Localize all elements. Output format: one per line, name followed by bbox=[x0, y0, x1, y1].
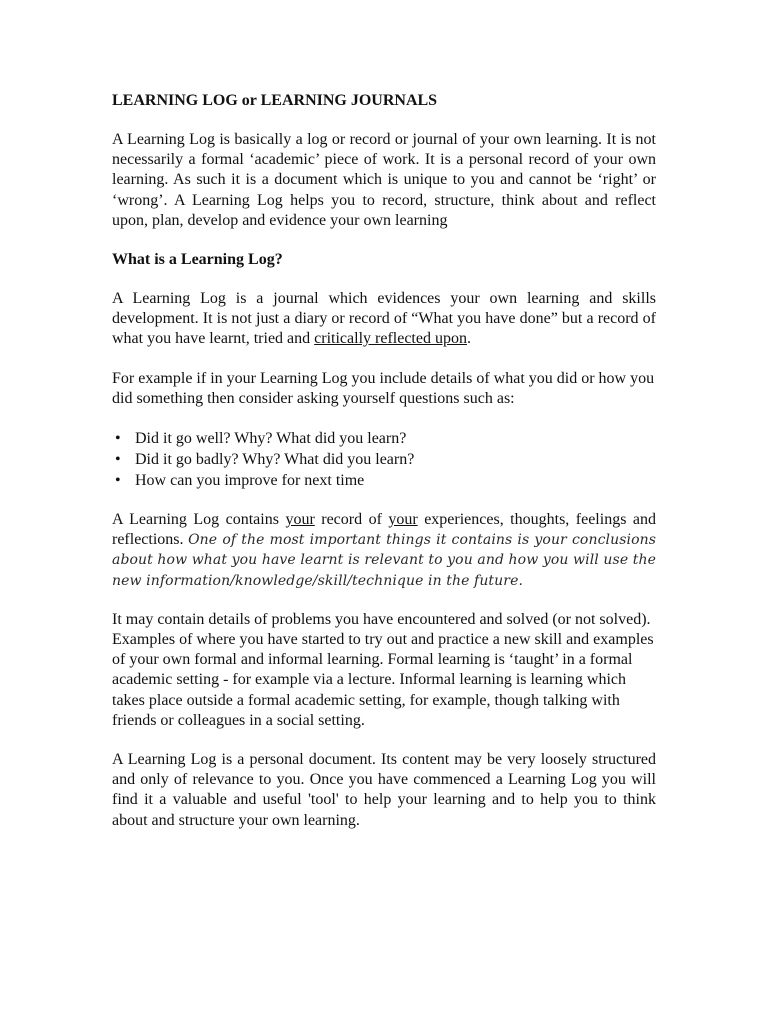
definition-end: . bbox=[466, 330, 471, 348]
question-list bbox=[112, 428, 656, 491]
contents-text-1: A Learning Log contains bbox=[112, 511, 286, 529]
contents-italic: One of the most important things it contains is your conclusions about how what you have learnt is relevant to you and how you will use the new information/knowledge/skill/technique in the future bbox=[112, 532, 656, 589]
definition-underlined: critically reflected upon bbox=[314, 330, 467, 348]
list-item bbox=[112, 428, 656, 449]
definition-paragraph bbox=[112, 289, 656, 350]
contents-text-2: record of bbox=[314, 511, 389, 529]
list-item bbox=[112, 470, 656, 491]
bullet-icon: • bbox=[115, 430, 121, 448]
bullet-icon: • bbox=[115, 451, 121, 469]
bullet-icon: • bbox=[115, 472, 121, 490]
list-item-text: Did it go badly? Why? What did you learn? bbox=[135, 451, 415, 469]
list-item bbox=[112, 449, 656, 470]
contents-underlined-1: your bbox=[285, 511, 315, 529]
contents-paragraph bbox=[112, 510, 656, 591]
contents-end: . bbox=[518, 572, 524, 589]
closing-paragraph: A Learning Log is a personal document. Its content may be very loosely structured and only of relevance to you. Once you have commenced a Learning Log you will find it a valuable and useful 'tool' to help your learning and to help you to think about and structure your own learning. bbox=[112, 751, 656, 829]
list-item-text: Did it go well? Why? What did you learn? bbox=[135, 430, 407, 448]
list-item-text: How can you improve for next time bbox=[135, 472, 365, 490]
section-heading: What is a Learning Log? bbox=[112, 251, 283, 269]
example-intro-paragraph: For example if in your Learning Log you include details of what you did or how you did something then consider asking yourself questions such as: bbox=[112, 369, 655, 407]
intro-paragraph: A Learning Log is basically a log or record or journal of your own learning. It is not necessarily a formal ‘academic’ piece of work. It is a personal record of your own learning. As such it is a document which is unique to you and cannot be ‘right’ or ‘wrong’. A Learning Log helps you to record, structure, think about and reflect upon, plan, develop and evidence your own learning bbox=[112, 131, 656, 229]
details-paragraph: It may contain details of problems you have encountered and solved (or not solved). Examples of where you have started to try out and practice a new skill and examples of your own formal and informal learning. Formal learning is ‘taught’ in a formal academic setting - for example via a lecture. Informal learning is learning which takes place outside a formal academic setting, for example, though talking with friends or colleagues in a social setting. bbox=[112, 610, 654, 729]
definition-text: A Learning Log is a journal which evidences your own learning and skills development. It is not just a diary or record of “What you have done” but a record of what you have learnt, tried and bbox=[112, 290, 656, 348]
contents-text-3: experiences, thoughts, feelings and reflections. bbox=[112, 511, 657, 549]
contents-underlined-2: your bbox=[388, 511, 418, 529]
document-title: LEARNING LOG or LEARNING JOURNALS bbox=[112, 92, 438, 109]
